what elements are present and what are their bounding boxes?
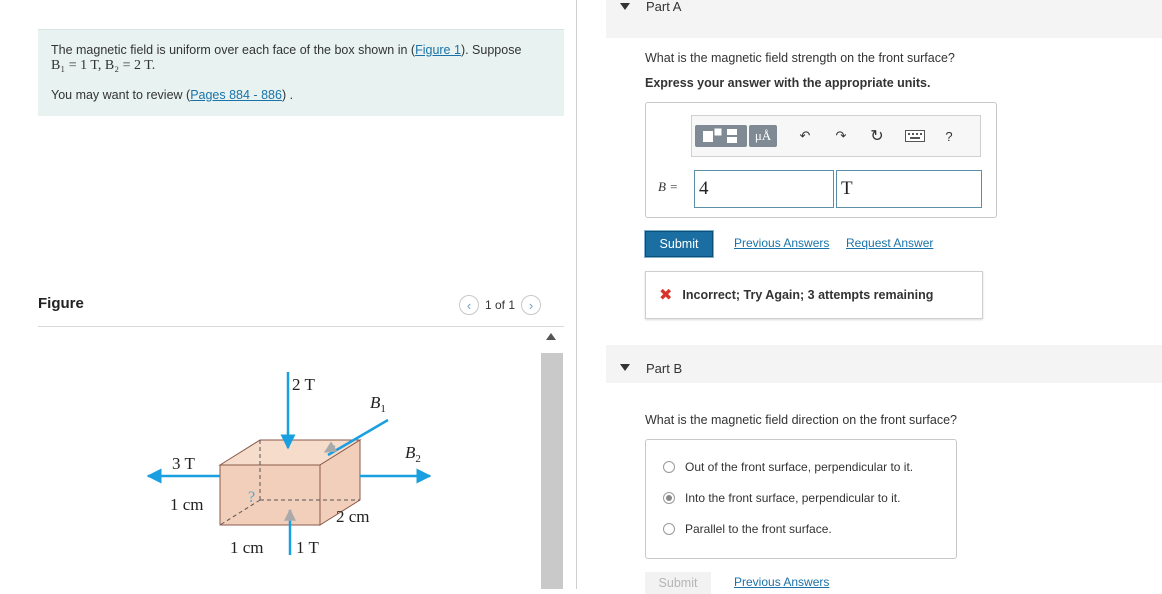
part-a-question: What is the magnetic field strength on the front surface? (645, 51, 955, 65)
part-a-instruction: Express your answer with the appropriate units. (645, 76, 931, 90)
keyboard-button[interactable] (904, 125, 926, 147)
problem-text: The magnetic field is uniform over each face of the box shown in (Figure 1). Suppose B₁ = 1 T, B₂ = 2 T. (51, 43, 522, 73)
choice-parallel[interactable]: Parallel to the front surface. (663, 522, 832, 536)
redo-icon: ↷ (835, 128, 847, 143)
figure-heading: Figure (38, 295, 84, 312)
width-label: 1 cm (230, 538, 264, 557)
answer-input-box (645, 102, 997, 218)
pane-divider (576, 0, 577, 589)
chevron-right-icon: › (528, 297, 534, 313)
figure-pager (459, 295, 541, 315)
value-input[interactable]: 4 (694, 170, 834, 208)
error-x-icon: ✖ (659, 287, 673, 304)
undo-button[interactable] (796, 125, 814, 147)
reset-button[interactable] (868, 125, 886, 147)
length-label: 2 cm (336, 507, 370, 526)
part-b-previous-answers-link[interactable]: Previous Answers (734, 575, 830, 589)
feedback-message (645, 271, 983, 319)
part-b-submit-button[interactable]: Submit (645, 572, 711, 594)
figure-next-button[interactable] (521, 295, 541, 315)
b1-label: $B_1$ (370, 393, 386, 415)
part-a-submit-button[interactable]: Submit (645, 231, 713, 257)
top-field-label: 2 T (292, 375, 315, 394)
figure-link[interactable]: Figure 1 (415, 43, 461, 57)
figure-divider (38, 326, 564, 327)
part-a-title: Part A (646, 0, 682, 14)
part-b-header[interactable] (606, 345, 1162, 383)
caret-down-icon (620, 364, 630, 371)
height-label: 1 cm (170, 495, 204, 514)
variable-label: B = (658, 179, 678, 194)
figure-scrollbar[interactable] (540, 333, 564, 589)
reset-icon: ↻ (870, 128, 884, 145)
choices-box (645, 439, 957, 559)
b2-label: $B_2$ (405, 443, 421, 465)
bottom-field-label: 1 T (296, 538, 319, 557)
part-a-previous-answers-link[interactable]: Previous Answers (734, 236, 830, 250)
part-a-header[interactable] (606, 0, 1162, 38)
template-icon (701, 128, 741, 144)
undo-icon: ↶ (799, 128, 811, 143)
review-pages-link[interactable]: Pages 884 - 886 (190, 88, 282, 102)
choice-into[interactable]: Into the front surface, perpendicular to it. (663, 491, 900, 505)
scroll-thumb[interactable] (541, 353, 563, 589)
figure-prev-button[interactable] (459, 295, 479, 315)
radio-button[interactable] (663, 523, 675, 535)
templates-button[interactable] (695, 125, 747, 147)
radio-button[interactable] (663, 461, 675, 473)
radio-button-selected[interactable] (663, 492, 675, 504)
box-figure (120, 360, 450, 585)
scroll-up-icon[interactable] (546, 333, 556, 340)
request-answer-link[interactable]: Request Answer (846, 236, 934, 250)
left-field-label: 3 T (172, 454, 195, 473)
review-text: You may want to review (Pages 884 - 886) . (51, 88, 294, 102)
part-b-title: Part B (646, 361, 683, 376)
figure-page-count: 1 of 1 (485, 298, 516, 312)
chevron-left-icon: ‹ (466, 297, 472, 313)
unknown-field-label: ? (248, 489, 256, 506)
help-icon: ? (945, 128, 953, 144)
unit-input[interactable]: T (836, 170, 982, 208)
feedback-text: Incorrect; Try Again; 3 attempts remaining (682, 288, 934, 302)
math-toolbar (691, 115, 981, 157)
redo-button[interactable] (832, 125, 850, 147)
problem-statement (38, 29, 564, 116)
help-button[interactable] (940, 125, 958, 147)
caret-down-icon (620, 3, 630, 10)
units-button[interactable]: μÅ (749, 125, 777, 147)
given-values: B₁ = 1 T, B₂ = 2 T. (51, 58, 156, 73)
keyboard-icon (905, 130, 925, 142)
choice-out[interactable]: Out of the front surface, perpendicular to it. (663, 460, 913, 474)
part-b-question: What is the magnetic field direction on the front surface? (645, 413, 957, 427)
